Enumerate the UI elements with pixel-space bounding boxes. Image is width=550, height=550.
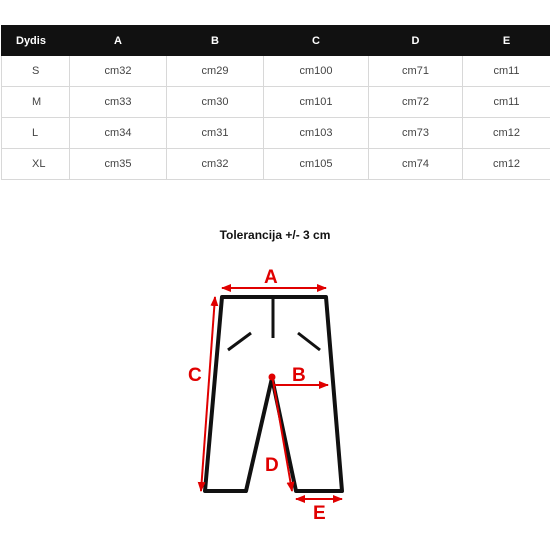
value-cell: cm103 [264, 118, 369, 149]
table-row [2, 56, 550, 87]
value-cell: cm34 [70, 118, 167, 149]
size-cell: L [2, 118, 70, 149]
value-cell: cm11 [463, 56, 550, 87]
table-row [2, 149, 550, 180]
dimension-b-label: B [292, 365, 306, 386]
table-row [2, 87, 550, 118]
crotch-point [269, 374, 276, 381]
value-cell: cm72 [369, 87, 463, 118]
size-table [1, 25, 550, 180]
value-cell: cm32 [70, 56, 167, 87]
value-cell: cm11 [463, 87, 550, 118]
dimension-d-label: D [265, 455, 279, 476]
header-d: D [369, 26, 463, 56]
value-cell: cm71 [369, 56, 463, 87]
dimension-a-label: A [264, 267, 278, 288]
value-cell: cm33 [70, 87, 167, 118]
value-cell: cm12 [463, 149, 550, 180]
value-cell: cm105 [264, 149, 369, 180]
header-b: B [167, 26, 264, 56]
value-cell: cm35 [70, 149, 167, 180]
size-cell: S [2, 56, 70, 87]
table-header-row [2, 26, 550, 56]
header-size: Dydis [2, 26, 70, 56]
value-cell: cm73 [369, 118, 463, 149]
value-cell: cm30 [167, 87, 264, 118]
table-row [2, 118, 550, 149]
value-cell: cm74 [369, 149, 463, 180]
value-cell: cm100 [264, 56, 369, 87]
dimension-e-label: E [313, 503, 326, 524]
pants-measurement-diagram [180, 255, 370, 535]
value-cell: cm29 [167, 56, 264, 87]
size-cell: M [2, 87, 70, 118]
tolerance-note: Tolerancija +/- 3 cm [219, 228, 331, 242]
value-cell: cm101 [264, 87, 369, 118]
header-e: E [463, 26, 550, 56]
value-cell: cm31 [167, 118, 264, 149]
size-cell: XL [2, 149, 70, 180]
header-a: A [70, 26, 167, 56]
dimension-c-label: C [188, 365, 202, 386]
value-cell: cm12 [463, 118, 550, 149]
value-cell: cm32 [167, 149, 264, 180]
header-c: C [264, 26, 369, 56]
